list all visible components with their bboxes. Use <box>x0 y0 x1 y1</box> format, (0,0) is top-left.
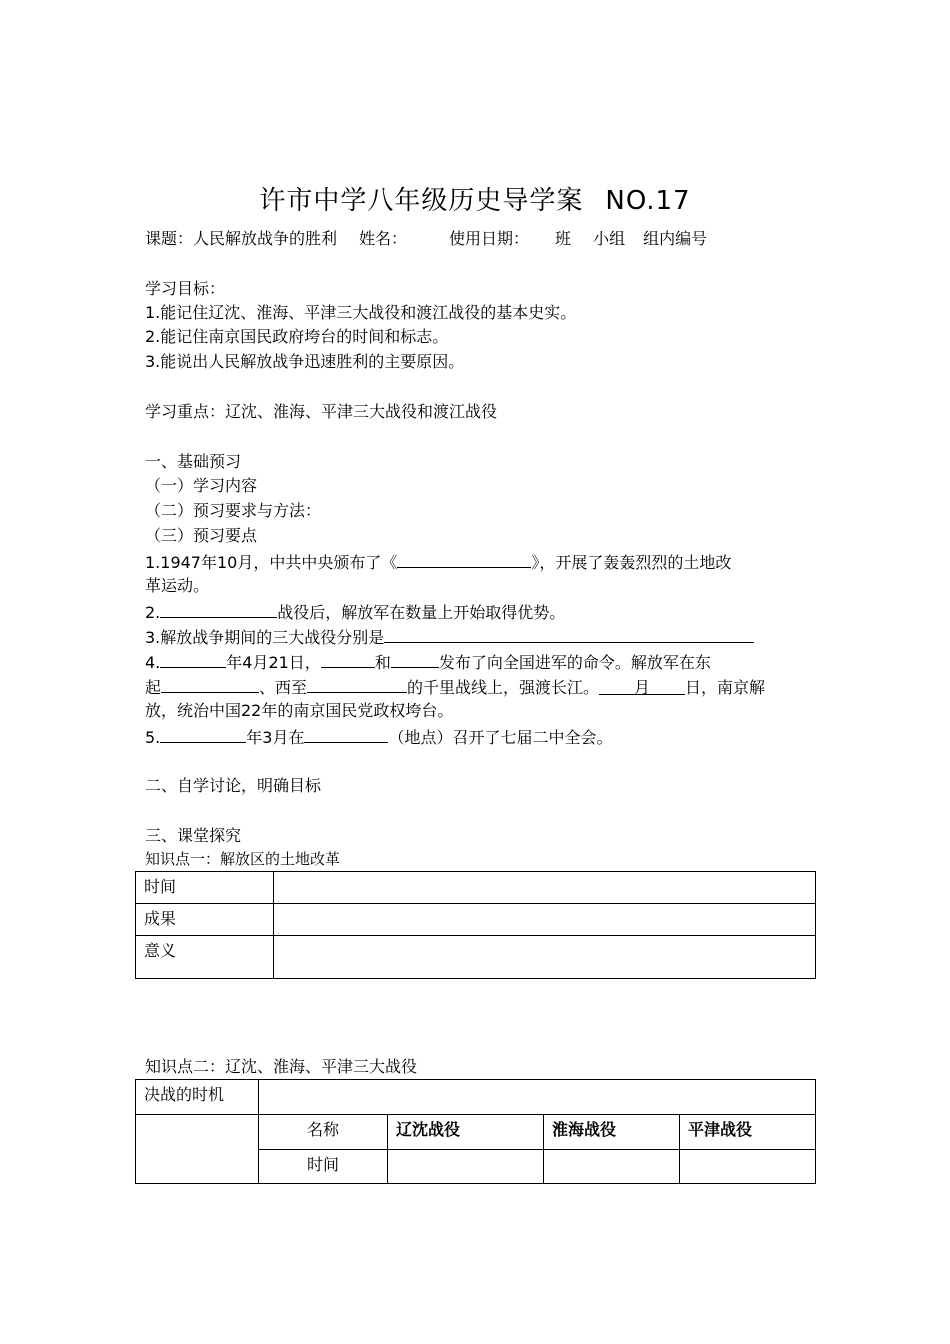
section1-heading: 一、基础预习 <box>145 452 242 471</box>
member-no-label: 组内编号 <box>643 229 708 248</box>
q1-text-b: 》，开展了轰轰烈烈的土地改 <box>531 553 732 572</box>
q5-blank-place[interactable] <box>304 725 388 743</box>
kp1-row-label: 意义 <box>136 936 274 979</box>
q3-text-a: 3.解放战争期间的三大战役分别是 <box>145 628 385 647</box>
kp1-table <box>135 871 816 979</box>
kp1-answer-cell[interactable] <box>274 904 816 936</box>
page-title <box>0 180 950 217</box>
table-row <box>136 904 816 936</box>
q4-text-a: 4. <box>145 653 161 672</box>
q1-continued: 革运动。 <box>145 576 210 595</box>
objective-item: 2.能记住南京国民政府垮台的时间和标志。 <box>145 327 449 346</box>
kp2-battle-header: 淮海战役 <box>544 1115 680 1150</box>
q4-blank-person1[interactable] <box>321 650 375 668</box>
q4-blank-year[interactable] <box>160 650 226 668</box>
q4-text-d: 发布了向全国进军的命令。解放军在东 <box>438 653 711 672</box>
table-row <box>136 872 816 904</box>
kp1-row-label: 时间 <box>136 872 274 904</box>
kp2-battle-header: 辽沈战役 <box>388 1115 544 1150</box>
table-row <box>136 936 816 979</box>
kp1-answer-cell[interactable] <box>274 936 816 979</box>
q4-text-e: 起 <box>145 678 162 697</box>
question-4 <box>145 650 711 674</box>
kp2-time-cell[interactable] <box>544 1150 680 1184</box>
kp2-timing-label: 决战的时机 <box>136 1080 259 1115</box>
q5-text-a: 5. <box>145 728 161 747</box>
kp1-answer-cell[interactable] <box>274 872 816 904</box>
key-points: 学习重点：辽沈、淮海、平津三大战役和渡江战役 <box>145 402 498 421</box>
objective-item: 1.能记住辽沈、淮海、平津三大战役和渡江战役的基本史实。 <box>145 303 577 322</box>
q4-text-b: 年4月21日， <box>226 653 321 672</box>
table-row <box>136 1080 816 1115</box>
title-number: NO.17 <box>605 186 691 216</box>
kp2-empty-cell <box>136 1115 259 1184</box>
table-row <box>136 1115 816 1150</box>
section2-heading: 二、自学讨论，明确目标 <box>145 776 322 795</box>
q3-blank[interactable] <box>384 625 754 643</box>
q5-text-b: 年3月在 <box>246 728 305 747</box>
q4-month-label: 月 <box>634 678 651 697</box>
q4-continued-2: 放，统治中国22年的南京国民党政权垮台。 <box>145 701 454 720</box>
name-label: 姓名： <box>359 229 408 248</box>
q4-text-g: 的千里战线上，强渡长江。 <box>407 678 600 697</box>
topic-label: 课题：人民解放战争的胜利 <box>145 229 338 248</box>
section3-heading: 三、课堂探究 <box>145 826 242 845</box>
section1-sub2: （二）预习要求与方法： <box>145 501 322 520</box>
header-line <box>145 228 707 250</box>
q4-blank-east[interactable] <box>161 675 259 693</box>
q4-blank-month[interactable] <box>599 677 685 695</box>
q4-text-h: 日，南京解 <box>685 678 766 697</box>
kp2-time-label: 时间 <box>259 1150 388 1184</box>
q4-text-f: 、西至 <box>259 678 308 697</box>
kp2-name-label: 名称 <box>259 1115 388 1150</box>
q1-text-a: 1.1947年10月，中共中央颁布了《 <box>145 553 398 572</box>
q4-blank-west[interactable] <box>307 675 407 693</box>
objectives-heading: 学习目标： <box>145 279 226 298</box>
question-1 <box>145 550 731 574</box>
section1-sub1: （一）学习内容 <box>145 476 258 495</box>
kp1-row-label: 成果 <box>136 904 274 936</box>
question-5 <box>145 725 612 749</box>
title-main: 许市中学八年级历史导学案 <box>259 186 584 216</box>
class-label: 班 <box>555 229 572 248</box>
objective-item: 3.能说出人民解放战争迅速胜利的主要原因。 <box>145 352 465 371</box>
kp2-timing-cell[interactable] <box>259 1080 816 1115</box>
q4-continued <box>145 675 765 699</box>
q2-text-b: 战役后，解放军在数量上开始取得优势。 <box>277 603 566 622</box>
kp2-time-cell[interactable] <box>680 1150 816 1184</box>
kp2-table <box>135 1079 816 1184</box>
q4-text-c: 和 <box>374 653 391 672</box>
question-2 <box>145 600 565 624</box>
q4-blank-person2[interactable] <box>391 650 439 668</box>
date-label: 使用日期： <box>449 229 530 248</box>
question-3 <box>145 625 754 649</box>
kp2-title: 知识点二：辽沈、淮海、平津三大战役 <box>145 1057 418 1076</box>
q2-blank[interactable] <box>160 600 277 618</box>
kp2-battle-header: 平津战役 <box>680 1115 816 1150</box>
kp2-time-cell[interactable] <box>388 1150 544 1184</box>
q5-text-c: （地点）召开了七届二中全会。 <box>388 728 613 747</box>
kp1-title: 知识点一：解放区的土地改革 <box>145 850 341 868</box>
group-label: 小组 <box>593 229 626 248</box>
q1-blank[interactable] <box>397 550 531 568</box>
section1-sub3: （三）预习要点 <box>145 526 258 545</box>
q5-blank-year[interactable] <box>160 725 246 743</box>
q2-text-a: 2. <box>145 603 161 622</box>
